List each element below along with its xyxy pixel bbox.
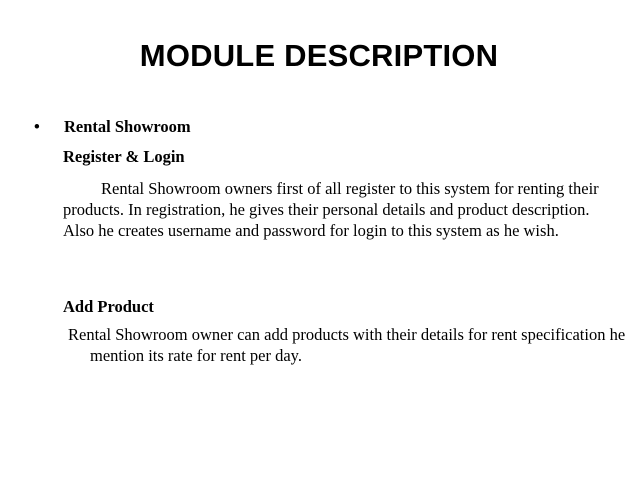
- register-login-description: Rental Showroom owners first of all register to this system for renting their products. In registration, he gives their personal details and product description. Also he creates username and password for login to this system as he wish.: [63, 179, 599, 240]
- add-product-heading: Add Product: [63, 297, 154, 316]
- slide-title: MODULE DESCRIPTION: [139, 38, 499, 73]
- add-product-description: Rental Showroom owner can add products with their details for rent specification he mention its rate for rent per day.: [68, 325, 626, 365]
- bullet-heading: Rental Showroom: [64, 117, 191, 136]
- bullet-item-rental-showroom: [34, 116, 191, 138]
- bullet-marker: •: [34, 118, 40, 136]
- register-login-heading: Register & Login: [63, 147, 185, 166]
